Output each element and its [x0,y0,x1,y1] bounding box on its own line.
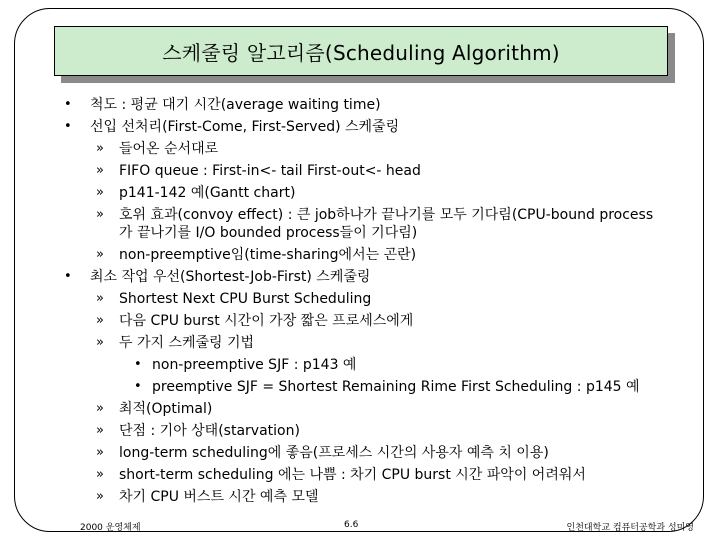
bullet-item-level-3 [64,378,664,396]
bullet-marker: » [96,185,104,200]
bullet-text: 척도 : 평균 대기 시간(average waiting time) [90,97,381,113]
bullet-text: 최소 작업 우선(Shortest-Job-First) 스케줄링 [90,269,371,285]
bullet-text: long-term scheduling에 좋음(프로세스 시간의 사용자 예측 치 이용) [119,445,549,461]
bullet-item-level-2 [64,184,664,202]
bullet-marker: • [64,119,72,134]
bullet-marker: • [134,379,142,394]
bullet-item-level-1 [64,96,664,114]
bullet-text: 단점 : 기아 상태(starvation) [119,423,300,439]
bullet-item-level-2 [64,422,664,440]
bullet-marker: • [64,97,72,112]
bullet-list [64,96,664,510]
bullet-text: 차기 CPU 버스트 시간 예측 모델 [119,489,319,505]
bullet-marker: » [96,467,104,482]
bullet-item-level-2 [64,488,664,506]
bullet-text: non-preemptive SJF : p143 예 [152,357,357,373]
bullet-item-level-2 [64,444,664,462]
bullet-marker: » [96,163,104,178]
bullet-item-level-2 [64,312,664,330]
bullet-marker: • [64,269,72,284]
bullet-text: 호위 효과(convoy effect) : 큰 job하나가 끝나기를 모두 기다림(CPU-bound process가 끝나기를 I/O bounded process들이 기다림) [119,207,654,241]
bullet-marker: » [96,489,104,504]
bullet-item-level-2 [64,400,664,418]
bullet-marker: » [96,445,104,460]
bullet-item-level-2 [64,206,664,242]
slide-title: 스케줄링 알고리즘(Scheduling Algorithm) [162,40,560,65]
footer-right: 인천대학교 컴퓨터공학과 성미영 [566,523,694,533]
footer-left: 2000 운영체제 [80,523,141,533]
bullet-marker: » [96,291,104,306]
bullet-marker: » [96,423,104,438]
bullet-text: non-preemptive임(time-sharing에서는 곤란) [119,247,417,263]
bullet-text: 두 가지 스케줄링 기법 [119,335,255,351]
bullet-marker: » [96,313,104,328]
bullet-text: 선입 선처리(First-Come, First-Served) 스케줄링 [90,119,400,135]
bullet-item-level-3 [64,356,664,374]
bullet-text: 다음 CPU burst 시간이 가장 짧은 프로세스에게 [119,313,414,329]
bullet-item-level-2 [64,246,664,264]
bullet-marker: » [96,335,104,350]
footer-page-number: 6.6 [344,520,359,530]
bullet-text: FIFO queue : First-in<- tail First-out<- head [119,163,421,179]
bullet-text: 들어온 순서대로 [119,141,219,157]
bullet-text: p141-142 예(Gantt chart) [119,185,296,201]
bullet-text: Shortest Next CPU Burst Scheduling [119,291,372,307]
bullet-marker: • [134,357,142,372]
bullet-marker: » [96,141,104,156]
title-box [54,26,668,76]
bullet-item-level-1 [64,118,664,136]
bullet-item-level-2 [64,162,664,180]
bullet-item-level-2 [64,140,664,158]
bullet-item-level-2 [64,290,664,308]
bullet-text: short-term scheduling 에는 나쁨 : 차기 CPU burst 시간 파악이 어려워서 [119,467,586,483]
bullet-item-level-1 [64,268,664,286]
bullet-marker: » [96,401,104,416]
bullet-text: 최적(Optimal) [119,401,213,417]
bullet-item-level-2 [64,466,664,484]
bullet-item-level-2 [64,334,664,352]
bullet-marker: » [96,247,104,262]
bullet-marker: » [96,207,104,222]
bullet-text: preemptive SJF = Shortest Remaining Rime First Scheduling : p145 예 [152,379,640,395]
